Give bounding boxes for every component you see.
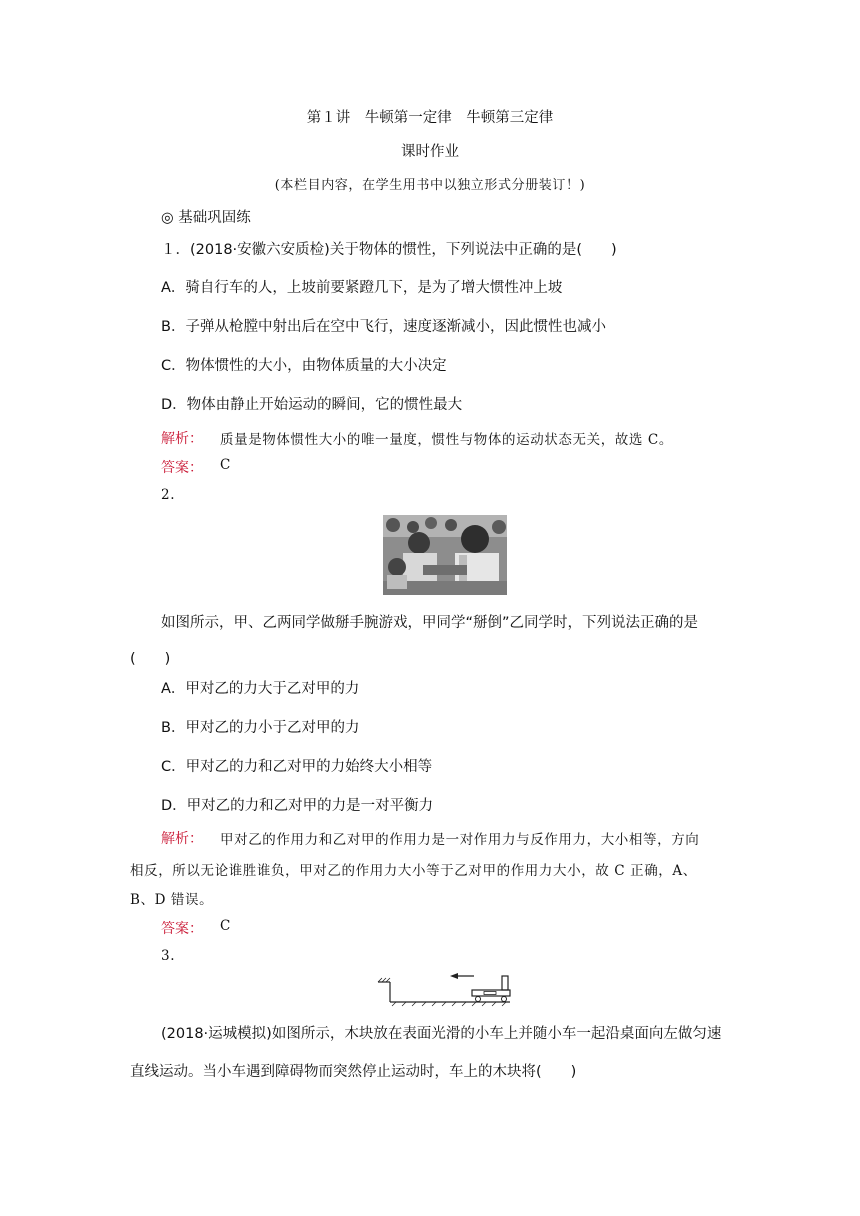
page-subtitle: 课时作业 [401,144,459,160]
q2-option-c: C．甲对乙的力和乙对甲的力始终大小相等 [161,759,433,775]
page-title: 第１讲 牛顿第一定律 牛顿第三定律 [306,110,554,126]
q2-analysis-line2: 相反，所以无论谁胜谁负，甲对乙的作用力大小等于乙对甲的作用力大小，故 C 正确，A、 [130,863,697,879]
q1-option-a: A．骑自行车的人，上坡前要紧蹬几下，是为了增大惯性冲上坡 [161,280,563,296]
q1-analysis: 质量是物体惯性大小的唯一量度，惯性与物体的运动状态无关，故选 C。 [220,432,673,448]
q2-stem-line2: ( ) [130,651,171,667]
q2-stem-line1: 如图所示，甲、乙两同学做掰手腕游戏，甲同学“掰倒”乙同学时，下列说法正确的是 [161,615,699,631]
q1-answer: C [220,457,231,473]
q1-option-d: D．物体由静止开始运动的瞬间，它的惯性最大 [161,397,463,413]
q2-number: 2. [161,487,176,503]
q1-option-b: B．子弹从枪膛中射出后在空中飞行，速度逐渐减小，因此惯性也减小 [161,319,606,335]
q1-answer-label: 答案： [161,460,203,476]
q2-option-d: D．甲对乙的力和乙对甲的力是一对平衡力 [161,798,434,814]
q2-option-b: B．甲对乙的力小于乙对甲的力 [161,720,360,736]
q2-analysis-label: 解析： [161,831,203,847]
q1-stem: １．(2018·安徽六安质检)关于物体的惯性，下列说法中正确的是( ) [161,242,617,258]
q1-analysis-label: 解析： [161,431,203,447]
arm-wrestling-photo [383,515,507,595]
q3-number: 3. [161,948,176,964]
q3-stem-line1: (2018·运城模拟)如图所示，木块放在表面光滑的小车上并随小车一起沿桌面向左做匀速 [161,1026,722,1042]
q3-stem-line2: 直线运动。当小车遇到障碍物而突然停止运动时，车上的木块将( ) [130,1064,577,1080]
q2-answer: C [220,918,231,934]
q2-answer-label: 答案： [161,921,203,937]
binding-note: (本栏目内容，在学生用书中以独立形式分册装订！) [274,178,586,193]
cart-block-diagram [374,968,514,1008]
q2-analysis-line3: B、D 错误。 [130,892,214,908]
section-heading: ◎ 基础巩固练 [161,210,251,226]
q2-option-a: A．甲对乙的力大于乙对甲的力 [161,681,360,697]
q1-option-c: C．物体惯性的大小，由物体质量的大小决定 [161,358,447,374]
q2-analysis-line1: 甲对乙的作用力和乙对甲的作用力是一对作用力与反作用力，大小相等，方向 [220,832,700,848]
